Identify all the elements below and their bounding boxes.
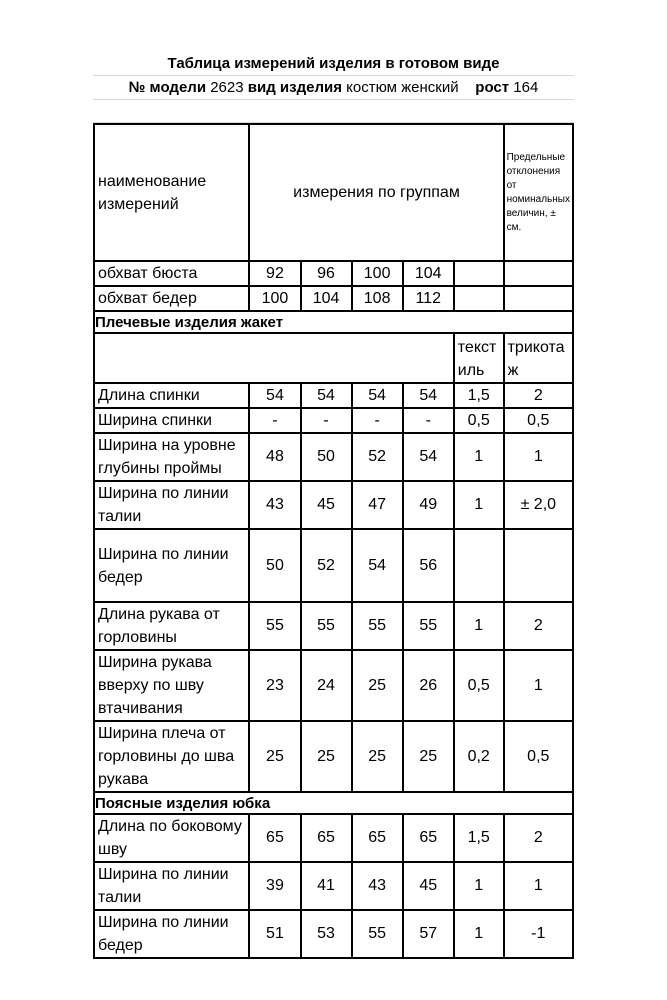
size-value: 53 [301, 910, 352, 958]
section-skirt-title: Поясные изделия юбка [94, 792, 573, 814]
section-jacket-title: Плечевые изделия жакет [94, 311, 573, 333]
textile-tolerance: 1 [454, 433, 504, 481]
textile-tolerance [454, 261, 504, 286]
textile-tolerance: 1 [454, 602, 504, 650]
size-value: 54 [403, 383, 454, 408]
row-name: Ширина плеча от горловины до шва рукава [94, 721, 249, 792]
height-value: 164 [513, 79, 539, 96]
knit-tolerance: 1 [504, 433, 573, 481]
knit-tolerance: 1 [504, 862, 573, 910]
knit-tolerance [504, 261, 573, 286]
knit-tolerance: -1 [504, 910, 573, 958]
table-row [94, 814, 573, 862]
size-value: 52 [352, 433, 403, 481]
textile-tolerance: 1 [454, 862, 504, 910]
size-value: 24 [301, 650, 352, 721]
textile-tolerance: 1 [454, 481, 504, 529]
textile-tolerance: 0,5 [454, 408, 504, 433]
table-row [94, 433, 573, 481]
size-value: 55 [352, 910, 403, 958]
row-name: Ширина по линии бедер [94, 910, 249, 958]
size-value: 48 [249, 433, 300, 481]
size-value: 23 [249, 650, 300, 721]
knit-tolerance: 1 [504, 650, 573, 721]
size-value: 65 [403, 814, 454, 862]
size-value: 65 [352, 814, 403, 862]
knit-tolerance: 2 [504, 814, 573, 862]
table-row [94, 721, 573, 792]
size-value: - [301, 408, 352, 433]
groups-header: измерения по группам [249, 124, 503, 261]
knit-tolerance [504, 529, 573, 602]
size-value: 104 [403, 261, 454, 286]
size-value: 51 [249, 910, 300, 958]
textile-tolerance [454, 286, 504, 311]
height-label: рост [475, 79, 510, 96]
table-row [94, 650, 573, 721]
size-value: 55 [301, 602, 352, 650]
size-value: 43 [249, 481, 300, 529]
size-value: 54 [352, 383, 403, 408]
size-value: 50 [301, 433, 352, 481]
textile-tolerance: 1,5 [454, 814, 504, 862]
size-value: 65 [249, 814, 300, 862]
model-line [93, 76, 574, 100]
model-value: 2623 [210, 79, 244, 96]
textile-tolerance [454, 529, 504, 602]
jacket-columns-spacer [94, 333, 454, 383]
row-name: обхват бюста [94, 261, 249, 286]
table-row [94, 261, 573, 286]
size-value: 104 [301, 286, 352, 311]
row-name: Ширина на уровне глубины проймы [94, 433, 249, 481]
type-label: вид изделия [247, 79, 342, 96]
section-jacket-title-row [94, 311, 573, 333]
size-value: 56 [403, 529, 454, 602]
row-name: Ширина рукава вверху по шву втачивания [94, 650, 249, 721]
jacket-columns-row [94, 333, 573, 383]
size-value: 55 [403, 602, 454, 650]
textile-tolerance: 1 [454, 910, 504, 958]
row-name: Длина по боковому шву [94, 814, 249, 862]
row-name: Ширина спинки [94, 408, 249, 433]
size-value: 100 [249, 286, 300, 311]
measurement-sheet [93, 52, 574, 959]
type-value: костюм женский [346, 79, 459, 96]
row-name: Ширина по линии талии [94, 481, 249, 529]
table-row [94, 286, 573, 311]
size-value: - [403, 408, 454, 433]
size-value: 25 [249, 721, 300, 792]
table-row [94, 481, 573, 529]
size-value: 108 [352, 286, 403, 311]
size-value: 47 [352, 481, 403, 529]
size-value: 25 [403, 721, 454, 792]
textile-tolerance: 0,2 [454, 721, 504, 792]
size-value: 25 [301, 721, 352, 792]
size-value: 25 [352, 650, 403, 721]
knit-tolerance: 0,5 [504, 721, 573, 792]
row-name: Ширина по линии бедер [94, 529, 249, 602]
col-textile: текстиль [454, 333, 504, 383]
blank-row [93, 100, 574, 123]
size-value: 50 [249, 529, 300, 602]
base-rows [94, 261, 573, 311]
size-value: 100 [352, 261, 403, 286]
table-row [94, 602, 573, 650]
size-value: 25 [352, 721, 403, 792]
size-value: 26 [403, 650, 454, 721]
size-value: 54 [301, 383, 352, 408]
knit-tolerance: 2 [504, 383, 573, 408]
size-value: 65 [301, 814, 352, 862]
size-value: 96 [301, 261, 352, 286]
size-value: 54 [403, 433, 454, 481]
row-name: Ширина по линии талии [94, 862, 249, 910]
textile-tolerance: 1,5 [454, 383, 504, 408]
size-value: 39 [249, 862, 300, 910]
table-row [94, 408, 573, 433]
knit-tolerance: 0,5 [504, 408, 573, 433]
size-value: 41 [301, 862, 352, 910]
table-row [94, 383, 573, 408]
deviation-header: Предельные отклонения от номинальных величин, ± см. [504, 124, 573, 261]
size-value: 45 [301, 481, 352, 529]
row-name: Длина спинки [94, 383, 249, 408]
knit-tolerance [504, 286, 573, 311]
col-knit: трикотаж [504, 333, 573, 383]
name-header: наименование измерений [94, 124, 249, 261]
size-value: 54 [352, 529, 403, 602]
textile-tolerance: 0,5 [454, 650, 504, 721]
table-row [94, 862, 573, 910]
size-value: - [249, 408, 300, 433]
size-value: 52 [301, 529, 352, 602]
size-value: - [352, 408, 403, 433]
section-skirt-title-row [94, 792, 573, 814]
knit-tolerance: ± 2,0 [504, 481, 573, 529]
table-row [94, 529, 573, 602]
skirt-rows [94, 814, 573, 958]
size-value: 92 [249, 261, 300, 286]
table-header-row [94, 124, 573, 261]
size-value: 55 [352, 602, 403, 650]
sheet-title: Таблица измерений изделия в готовом виде [93, 52, 574, 76]
size-value: 112 [403, 286, 454, 311]
size-value: 57 [403, 910, 454, 958]
table-row [94, 910, 573, 958]
size-value: 54 [249, 383, 300, 408]
size-value: 43 [352, 862, 403, 910]
model-label: № модели [128, 79, 207, 96]
knit-tolerance: 2 [504, 602, 573, 650]
size-value: 45 [403, 862, 454, 910]
row-name: обхват бедер [94, 286, 249, 311]
size-value: 55 [249, 602, 300, 650]
size-value: 49 [403, 481, 454, 529]
jacket-rows [94, 383, 573, 792]
measurement-table [93, 123, 574, 959]
row-name: Длина рукава от горловины [94, 602, 249, 650]
